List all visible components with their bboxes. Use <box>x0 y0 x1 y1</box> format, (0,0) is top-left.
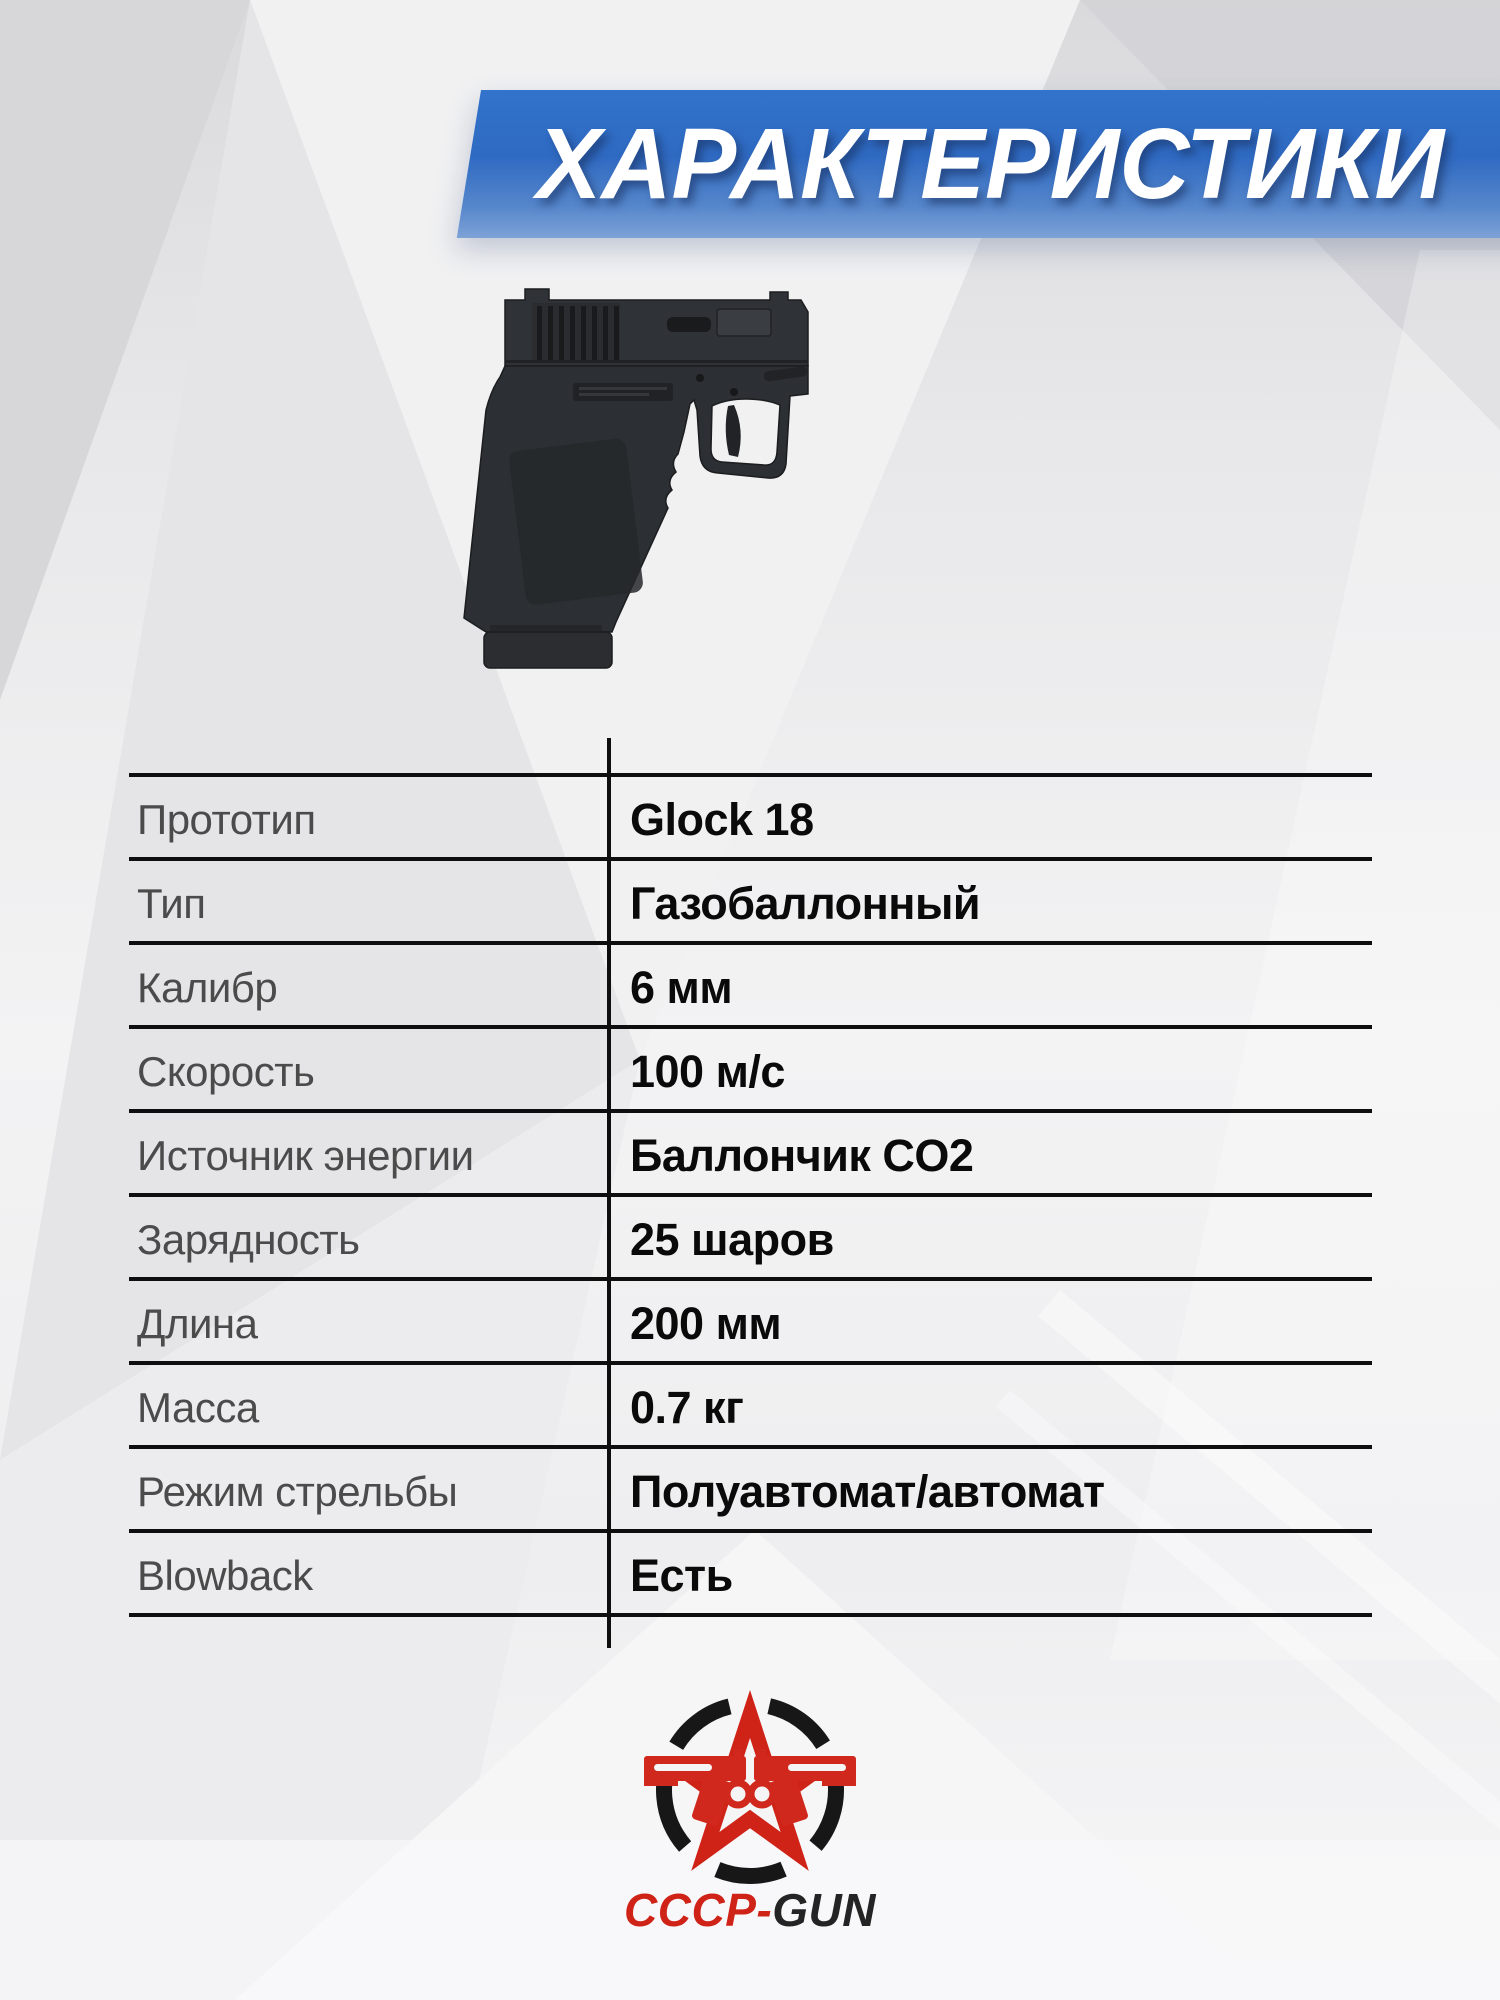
brand-name-red: СССР- <box>624 1884 773 1936</box>
spec-value: Газобаллонный <box>630 878 981 929</box>
spec-label: Источник энергии <box>137 1132 474 1179</box>
spec-label: Зарядность <box>137 1216 360 1263</box>
spec-row <box>129 1365 1372 1449</box>
spec-label: Скорость <box>137 1048 315 1095</box>
pistol-photo <box>450 282 830 687</box>
spec-value: Glock 18 <box>630 794 814 845</box>
brand-name-dark: GUN <box>772 1884 876 1936</box>
spec-row <box>129 1197 1372 1281</box>
spec-value: 200 мм <box>630 1298 782 1349</box>
spec-value: Полуавтомат/автомат <box>630 1466 1105 1517</box>
spec-label: Калибр <box>137 964 278 1011</box>
spec-label: Режим стрельбы <box>137 1468 458 1515</box>
spec-row <box>129 1533 1372 1617</box>
brand-logo <box>630 1672 870 1912</box>
spec-label: Тип <box>137 880 206 927</box>
spec-label: Прототип <box>137 796 316 843</box>
spec-row <box>129 1449 1372 1533</box>
spec-value: Баллончик CO2 <box>630 1130 974 1181</box>
spec-row <box>129 861 1372 945</box>
spec-value: 25 шаров <box>630 1214 834 1265</box>
spec-row <box>129 777 1372 861</box>
spec-value: 6 мм <box>630 962 733 1013</box>
spec-row <box>129 1029 1372 1113</box>
spec-label: Длина <box>137 1300 258 1347</box>
banner-title: ХАРАКТЕРИСТИКИ <box>536 107 1445 220</box>
spec-row <box>129 1281 1372 1365</box>
brand-name <box>550 1882 950 1938</box>
spec-value: 0.7 кг <box>630 1382 744 1433</box>
spec-label: Масса <box>137 1384 259 1431</box>
spec-value: Есть <box>630 1550 733 1601</box>
spec-table <box>129 738 1372 1650</box>
spec-label: Blowback <box>137 1552 313 1599</box>
spec-rows <box>129 773 1372 1617</box>
spec-row <box>129 945 1372 1029</box>
spec-value: 100 м/с <box>630 1046 785 1097</box>
spec-row <box>129 1113 1372 1197</box>
